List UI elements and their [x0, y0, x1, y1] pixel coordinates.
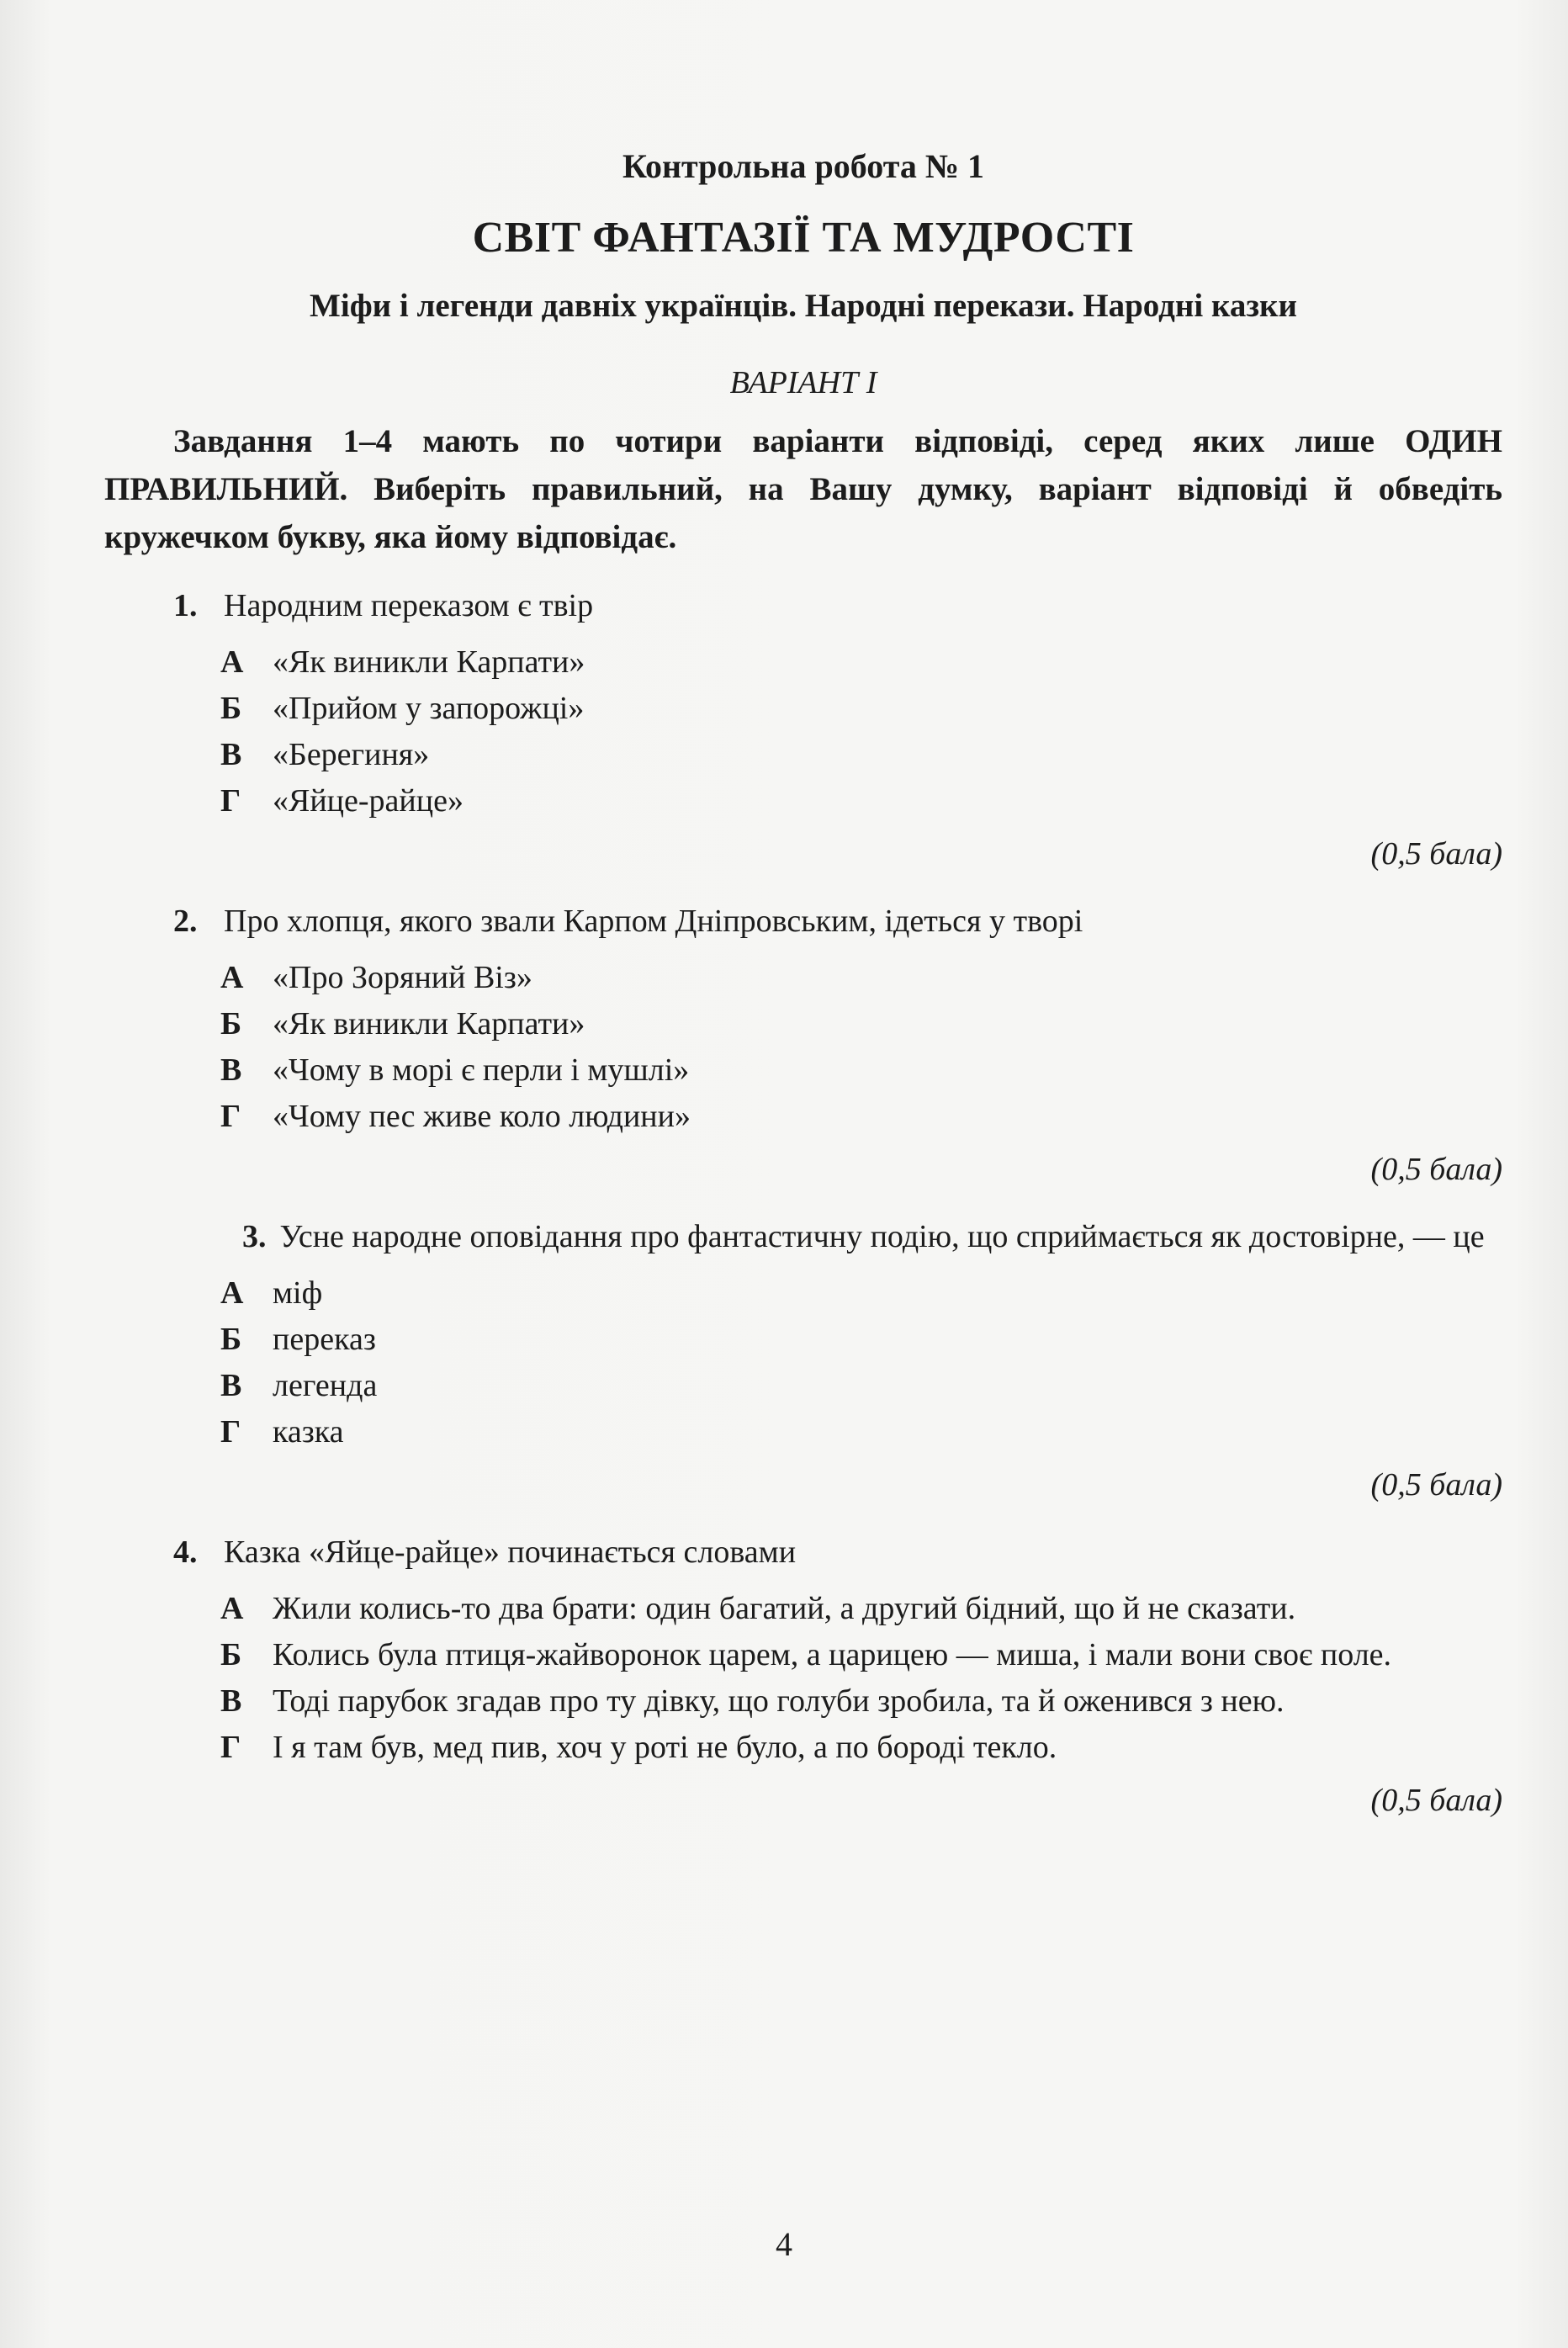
section-title: СВІТ ФАНТАЗІЇ ТА МУДРОСТІ: [472, 214, 1135, 262]
page-content: [104, 143, 1502, 1823]
option-letter: Г: [220, 1730, 241, 1765]
question-2: [104, 898, 1502, 1192]
option-letter: Б: [220, 691, 242, 726]
option-letter: А: [220, 644, 244, 680]
answer-option[interactable]: [104, 1001, 1502, 1047]
question-score: (0,5 бала): [1370, 836, 1502, 872]
question-stem: [104, 898, 1502, 945]
question-number: 1.: [173, 588, 198, 623]
answer-option[interactable]: [104, 1094, 1502, 1140]
question-number: 2.: [173, 904, 198, 939]
answer-options: [104, 1270, 1502, 1455]
question-text: Про хлопця, якого звали Карпом Дніпровським, ідеться у творі: [224, 904, 1083, 939]
option-text: Колись була птиця-жайворонок царем, а царицею — миша, і мали вони своє поле.: [273, 1637, 1392, 1672]
option-letter: В: [220, 737, 242, 772]
option-text: переказ: [273, 1322, 376, 1357]
answer-option[interactable]: [104, 639, 1502, 686]
answer-option[interactable]: [104, 1632, 1502, 1678]
option-text: «Про Зоряний Віз»: [273, 960, 532, 995]
answer-options: [104, 955, 1502, 1140]
question-4: [104, 1529, 1502, 1823]
question-number: 3.: [242, 1219, 267, 1254]
question-stem: [104, 1529, 1502, 1576]
question-3: [104, 1214, 1502, 1508]
option-letter: Г: [220, 783, 241, 819]
option-text: «Чому пес живе коло людини»: [273, 1099, 691, 1134]
option-text: «Прийом у запорожці»: [273, 691, 585, 726]
option-text: Жили колись-то два брати: один багатий, а другий бідний, що й не сказати.: [273, 1591, 1296, 1626]
question-1: [104, 583, 1502, 877]
answer-option[interactable]: [104, 732, 1502, 778]
page-number: 4: [776, 2225, 792, 2263]
answer-option[interactable]: [104, 955, 1502, 1001]
option-text: І я там був, мед пив, хоч у роті не було, а по бороді текло.: [273, 1730, 1057, 1765]
option-letter: В: [220, 1368, 242, 1403]
question-stem: [104, 1214, 1502, 1260]
work-title: Контрольна робота № 1: [622, 147, 985, 185]
option-text: легенда: [273, 1368, 378, 1403]
answer-option[interactable]: [104, 1725, 1502, 1771]
variant-label: ВАРІАНТ І: [729, 365, 877, 400]
option-text: казка: [273, 1414, 344, 1450]
option-text: Тоді парубок згадав про ту дівку, що голуби зробила, та й оженився з нею.: [273, 1683, 1285, 1719]
option-letter: Б: [220, 1637, 242, 1672]
answer-option[interactable]: [104, 1047, 1502, 1094]
answer-option[interactable]: [104, 1363, 1502, 1409]
question-score: (0,5 бала): [1370, 1152, 1502, 1187]
option-letter: Г: [220, 1414, 241, 1450]
answer-option[interactable]: [104, 1317, 1502, 1363]
option-letter: А: [220, 1591, 244, 1626]
section-subtitle: Міфи і легенди давніх українців. Народні перекази. Народні казки: [310, 288, 1297, 324]
option-text: «Берегиня»: [273, 737, 430, 772]
question-text: Усне народне оповідання про фантастичну подію, що сприймається як достовірне, — це: [279, 1219, 1485, 1254]
answer-option[interactable]: [104, 1270, 1502, 1317]
question-stem: [104, 583, 1502, 629]
option-letter: А: [220, 960, 244, 995]
answer-option[interactable]: [104, 686, 1502, 732]
option-letter: В: [220, 1052, 242, 1088]
option-letter: Б: [220, 1006, 242, 1041]
option-text: «Як виникли Карпати»: [273, 1006, 585, 1041]
option-text: «Яйце-райце»: [273, 783, 464, 819]
option-text: міф: [273, 1275, 323, 1311]
question-number: 4.: [173, 1534, 198, 1570]
option-text: «Чому в морі є перли і мушлі»: [273, 1052, 690, 1088]
option-letter: Б: [220, 1322, 242, 1357]
answer-option[interactable]: [104, 778, 1502, 824]
option-letter: В: [220, 1683, 242, 1719]
answer-options: [104, 1586, 1502, 1771]
question-score: (0,5 бала): [1370, 1783, 1502, 1818]
question-score: (0,5 бала): [1370, 1467, 1502, 1503]
task-instruction: Завдання 1–4 мають по чотири варіанти відповіді, серед яких лише ОДИН ПРАВИЛЬНИЙ. Виберіть правильний, на Вашу думку, варіант відповіді й обведіть кружечком букву, яка йому відповідає.: [104, 423, 1502, 555]
option-text: «Як виникли Карпати»: [273, 644, 585, 680]
option-letter: А: [220, 1275, 244, 1311]
answer-options: [104, 639, 1502, 824]
question-text: Казка «Яйце-райце» починається словами: [224, 1534, 797, 1570]
question-text: Народним переказом є твір: [224, 588, 594, 623]
answer-option[interactable]: [104, 1409, 1502, 1455]
answer-option[interactable]: [104, 1678, 1502, 1725]
option-letter: Г: [220, 1099, 241, 1134]
answer-option[interactable]: [104, 1586, 1502, 1632]
